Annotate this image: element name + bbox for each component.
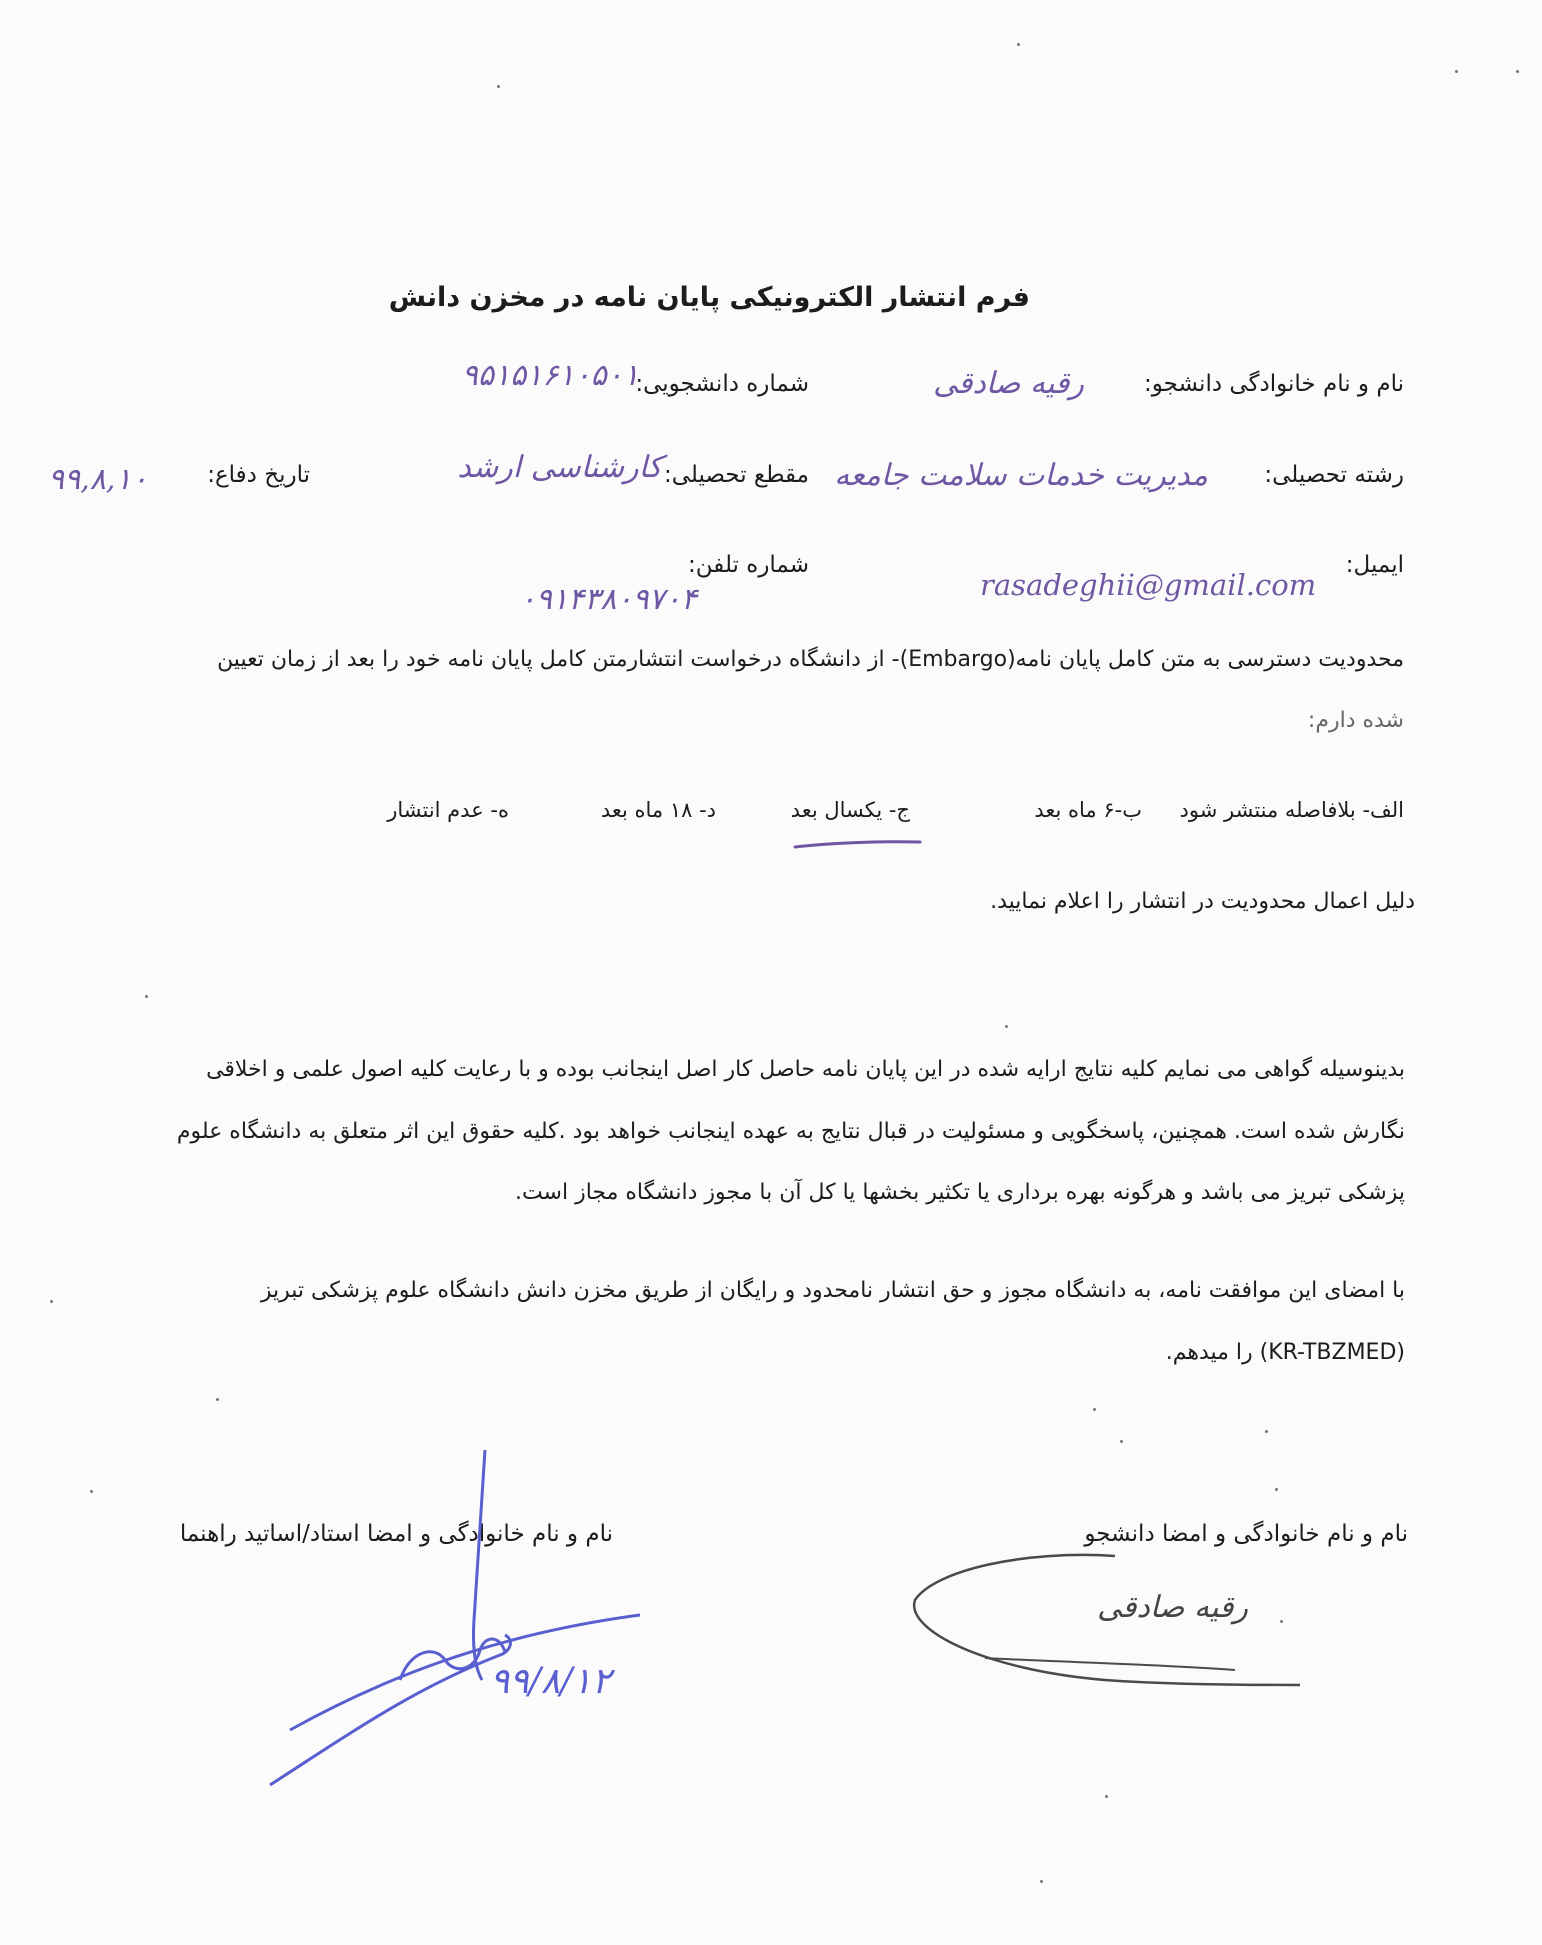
advisor-signature-date: ۹۹/۸/۱۲ (490, 1661, 611, 1702)
major-label: رشته تحصیلی: (1264, 462, 1404, 488)
email-value: rasadeghii@gmail.com (980, 568, 1317, 602)
scan-speck (1093, 1408, 1096, 1411)
scan-speck (90, 1490, 93, 1493)
scan-speck (1455, 70, 1458, 73)
student-signature-label: نام و نام خانوادگی و امضا دانشجو (1084, 1521, 1408, 1547)
selected-option-underline (790, 835, 930, 855)
scan-speck (216, 1398, 219, 1401)
scan-speck (1017, 43, 1020, 46)
student-id-value: ۹۵۱۵۱۶۱۰۵۰۱ (461, 358, 639, 393)
scan-speck (1275, 1488, 1278, 1491)
scan-speck (1516, 70, 1519, 73)
embargo-text-line1: محدودیت دسترسی به متن کامل پایان نامه(Embargo)- از دانشگاه درخواست انتشارمتن کامل پایان نامه خود را بعد از زمان تعیین (217, 647, 1404, 672)
student-name-label: نام و نام خانوادگی دانشجو: (1144, 371, 1404, 397)
embargo-option-a[interactable]: الف- بلافاصله منتشر شود (1179, 798, 1404, 822)
major-value: مدیریت خدمات سلامت جامعه (834, 458, 1208, 493)
declaration-line2: نگارش شده است. همچنین، پاسخگویی و مسئولیت در قبال نتایج به عهده اینجانب خواهد بود .کلیه حقوق این اثر متعلق به دانشگاه علوم (176, 1119, 1405, 1144)
degree-value: کارشناسی ارشد (457, 450, 662, 485)
declaration-line3: پزشکی تبریز می باشد و هرگونه بهره برداری یا تکثیر بخشها یا کل آن با مجوز دانشگاه مجاز است. (514, 1180, 1405, 1205)
embargo-option-c-selected[interactable]: ج- یکسال بعد (790, 798, 910, 822)
scan-speck (1280, 1620, 1283, 1623)
student-id-label: شماره دانشجویی: (635, 371, 809, 397)
email-label: ایمیل: (1345, 552, 1404, 578)
embargo-text-line2: شده دارم: (1307, 708, 1404, 733)
embargo-option-d[interactable]: د- ۱۸ ماه بعد (600, 798, 716, 822)
scan-speck (1040, 1880, 1043, 1883)
agreement-line1: با امضای این موافقت نامه، به دانشگاه مجوز و حق انتشار نامحدود و رایگان از طریق مخزن دانش دانشگاه علوم پزشکی تبریز (260, 1278, 1405, 1303)
advisor-signature-label: نام و نام خانوادگی و امضا استاد/اساتید راهنما (179, 1521, 613, 1547)
scan-speck (50, 1300, 53, 1303)
form-title: فرم انتشار الکترونیکی پایان نامه در مخزن دانش (388, 282, 1030, 313)
scan-speck (1005, 1025, 1008, 1028)
declaration-line1: بدینوسیله گواهی می نمایم کلیه نتایج ارایه شده در این پایان نامه حاصل کار اصل اینجانب بوده و با رعایت کلیه اصول علمی و اخلاقی (206, 1057, 1405, 1082)
scan-speck (145, 995, 148, 998)
defense-date-label: تاریخ دفاع: (207, 462, 310, 488)
advisor-signature (260, 1440, 660, 1800)
embargo-reason-note: دلیل اعمال محدودیت در انتشار را اعلام نمایید. (990, 889, 1415, 914)
scan-speck (497, 85, 500, 88)
phone-value: ۰۹۱۴۳۸۰۹۷۰۴ (519, 582, 697, 617)
scan-speck (1265, 1430, 1268, 1433)
embargo-option-b[interactable]: ب-۶ ماه بعد (1034, 798, 1142, 822)
scan-speck (1120, 1440, 1123, 1443)
degree-label: مقطع تحصیلی: (663, 462, 809, 488)
phone-label: شماره تلفن: (688, 552, 809, 578)
defense-date-value: ۹۹,۸,۱۰ (48, 462, 148, 497)
agreement-line2: (KR-TBZMED) را میدهم. (1165, 1340, 1405, 1365)
scan-speck (1105, 1795, 1108, 1798)
student-signature-name: رقیه صادقی (1097, 1590, 1248, 1625)
embargo-option-e[interactable]: ه- عدم انتشار (387, 798, 509, 822)
student-name-value: رقیه صادقی (933, 366, 1084, 401)
